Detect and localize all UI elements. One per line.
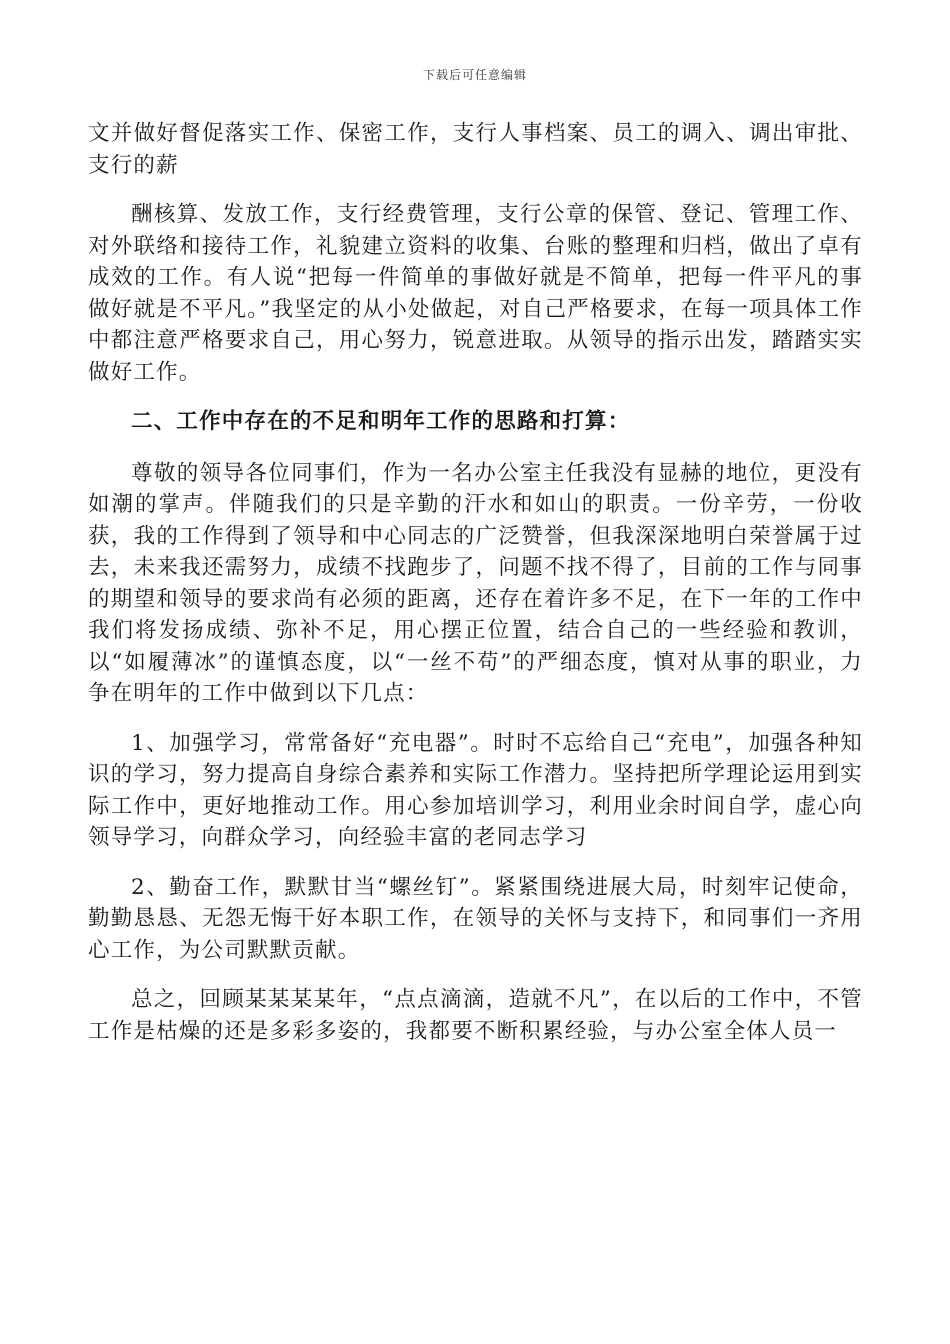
paragraph-point-1: 1、加强学习，常常备好“充电器”。时时不忘给自己“充电”，加强各种知识的学习，努力提高自身综合素养和实际工作潜力。坚持把所学理论运用到实际工作中，更好地推动工作。用心参加培训学习，利用业余时间自学，虚心向领导学习，向群众学习，向经验丰富的老同志学习 xyxy=(88,730,863,850)
paragraph-salary-work: 酬核算、发放工作，支行经费管理，支行公章的保管、登记、管理工作、对外联络和接待工作，礼貌建立资料的收集、台账的整理和归档，做出了卓有成效的工作。有人说“把每一件简单的事做好就是不简单，把每一件平凡的事做好就是不平凡。”我坚定的从小处做起，对自己严格要求，在每一项具体工作中都注意严格要求自己，用心努力，锐意进取。从领导的指示出发，踏踏实实做好工作。 xyxy=(88,202,863,385)
section-heading: 二、工作中存在的不足和明年工作的思路和打算： xyxy=(131,409,631,434)
document-body xyxy=(88,118,863,1065)
paragraph-continuation: 文并做好督促落实工作、保密工作，支行人事档案、员工的调入、调出审批、支行的薪 xyxy=(88,121,863,178)
paragraph-shortcomings: 尊敬的领导各位同事们，作为一名办公室主任我没有显赫的地位，更没有如潮的掌声。伴随我们的只是辛勤的汗水和如山的职责。一份辛劳，一份收获，我的工作得到了领导和中心同志的广泛赞誉，但我深深地明白荣誉属于过去，未来我还需努力，成绩不找跑步了，问题不找不得了，目前的工作与同事的期望和领导的要求尚有必须的距离，还存在着许多不足，在下一年的工作中我们将发扬成绩、弥补不足，用心摆正位置，结合自己的一些经验和教训，以“如履薄冰”的谨慎态度，以“一丝不苟”的严细态度，慎对从事的职业，力争在明年的工作中做到以下几点： xyxy=(88,460,863,706)
paragraph-point-2: 2、勤奋工作，默默甘当“螺丝钉”。紧紧围绕进展大局，时刻牢记使命，勤勤恳恳、无怨无悔干好本职工作，在领导的关怀与支持下，和同事们一齐用心工作，为公司默默贡献。 xyxy=(88,874,863,963)
paragraph-summary: 总之，回顾某某某某年，“点点滴滴，造就不凡”，在以后的工作中，不管工作是枯燥的还是多彩多姿的，我都要不断积累经验，与办公室全体人员一 xyxy=(88,987,863,1044)
page-header: 下载后可任意编辑 xyxy=(422,68,527,82)
